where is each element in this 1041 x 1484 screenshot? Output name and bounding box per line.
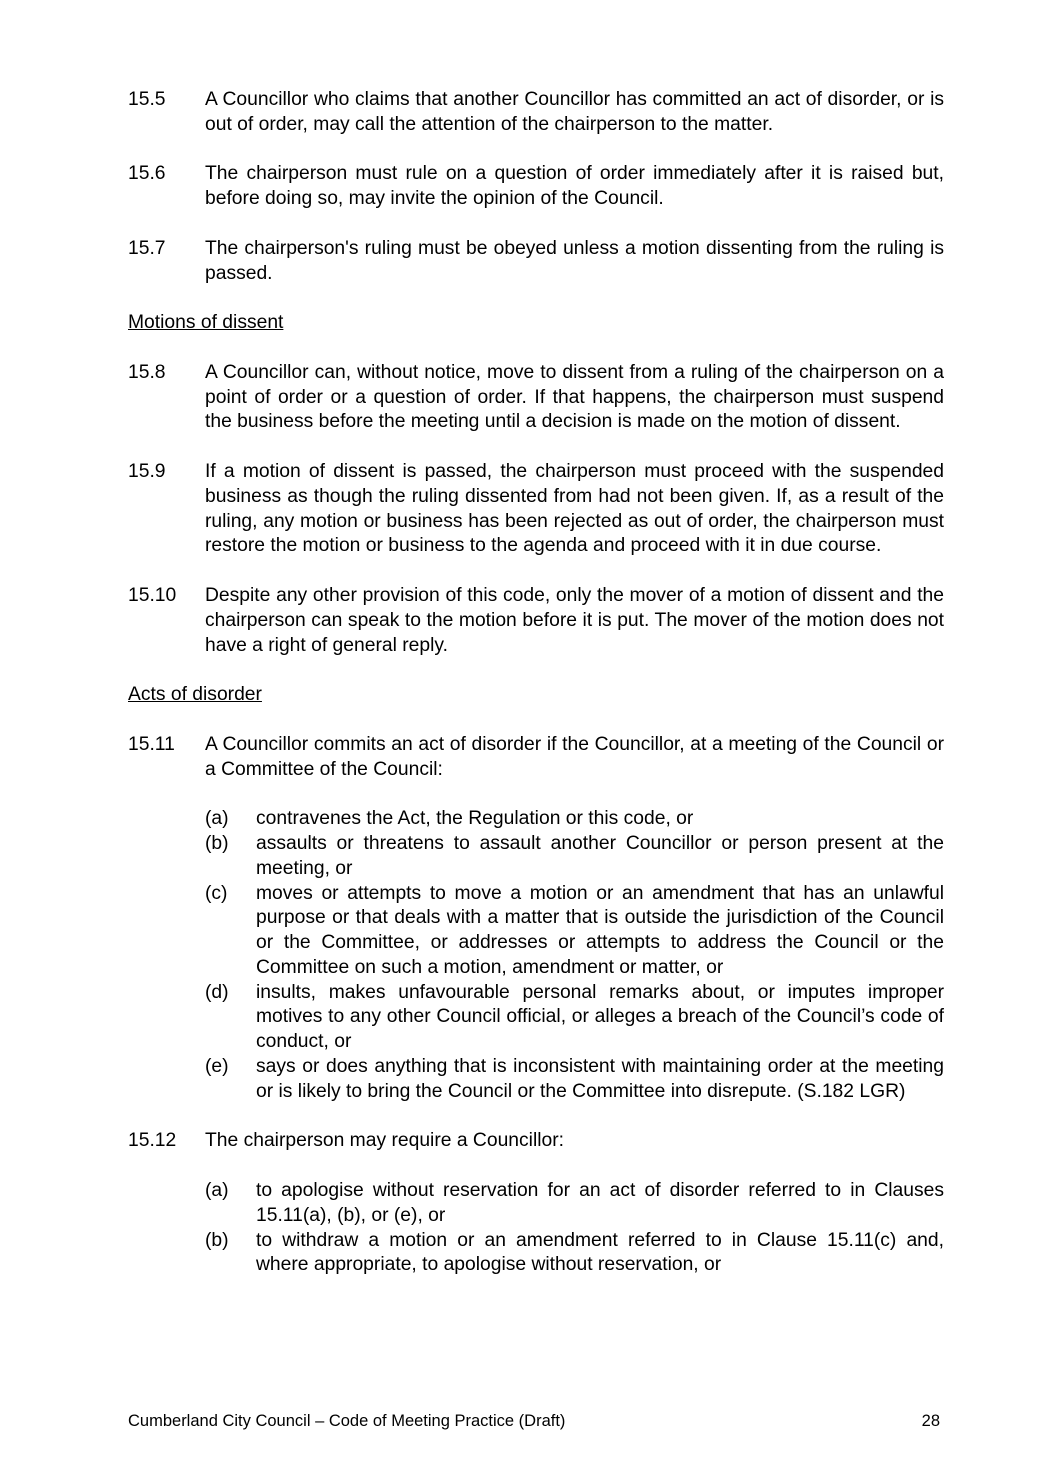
section-heading-acts-of-disorder: Acts of disorder xyxy=(128,684,262,706)
clause-15-5 xyxy=(128,88,944,138)
list-item xyxy=(205,882,944,981)
list-item xyxy=(205,807,944,832)
list-item-text: to withdraw a motion or an amendment referred to in Clause 15.11(c) and, where appropriate, to apologise without reservation, or xyxy=(256,1229,944,1276)
clause-15-7 xyxy=(128,237,944,287)
list-item-letter: (b) xyxy=(205,1229,229,1251)
document-page xyxy=(128,88,944,1303)
list-item xyxy=(205,1055,944,1105)
list-item-letter: (a) xyxy=(205,808,229,830)
list-item-text: contravenes the Act, the Regulation or this code, or xyxy=(256,808,694,830)
list-item-letter: (d) xyxy=(205,981,229,1003)
list-item xyxy=(205,832,944,882)
clause-number: 15.6 xyxy=(128,163,166,185)
clause-text: A Councillor who claims that another Councillor has committed an act of disorder, or is out of order, may call the attention of the chairperson to the matter. xyxy=(205,89,944,135)
clause-text: Despite any other provision of this code, only the mover of a motion of dissent and the chairperson can speak to the motion before it is put. The mover of the motion does not have a right of general reply. xyxy=(205,584,944,656)
clause-number: 15.11 xyxy=(128,733,175,755)
list-item xyxy=(205,1229,944,1279)
clause-15-6 xyxy=(128,162,944,212)
clause-number: 15.9 xyxy=(128,460,166,482)
clause-15-10 xyxy=(128,584,944,658)
section-heading-motions-of-dissent: Motions of dissent xyxy=(128,312,284,334)
page-number: 28 xyxy=(921,1412,940,1430)
clause-15-12 xyxy=(128,1129,944,1278)
list-item xyxy=(205,981,944,1055)
list-item-letter: (a) xyxy=(205,1180,229,1202)
clause-text: If a motion of dissent is passed, the chairperson must proceed with the suspended business as though the ruling dissented from had not been given. If, as a result of the ruling, any motion or business has been rejected as out of order, the chairperson must restore the motion or business to the agenda and proceed with it in due course. xyxy=(205,460,944,557)
clause-15-8 xyxy=(128,361,944,435)
page-footer xyxy=(128,1412,940,1431)
clause-intro-text: A Councillor commits an act of disorder if the Councillor, at a meeting of the Council or a Committee of the Council: xyxy=(205,733,944,780)
clause-number: 15.12 xyxy=(128,1130,177,1152)
list-item-letter: (e) xyxy=(205,1056,229,1078)
clause-text: The chairperson's ruling must be obeyed unless a motion dissenting from the ruling is passed. xyxy=(205,237,944,284)
sub-item-list xyxy=(205,807,944,1105)
clause-text: A Councillor can, without notice, move to dissent from a ruling of the chairperson on a point of order or a question of order. If that happens, the chairperson must suspend the business before the meeting until a decision is made on the motion of dissent. xyxy=(205,361,944,433)
clause-number: 15.10 xyxy=(128,584,177,606)
list-item-text: insults, makes unfavourable personal remarks about, or imputes improper motives to any other Council official, or alleges a breach of the Council’s code of conduct, or xyxy=(256,981,944,1053)
clause-intro-text: The chairperson may require a Councillor: xyxy=(205,1130,565,1152)
list-item-text: says or does anything that is inconsistent with maintaining order at the meeting or is likely to bring the Council or the Committee into disrepute. (S.182 LGR) xyxy=(256,1056,944,1102)
list-item-text: to apologise without reservation for an act of disorder referred to in Clauses 15.11(a), (b), or (e), or xyxy=(256,1180,944,1226)
sub-item-list xyxy=(205,1179,944,1278)
clause-number: 15.7 xyxy=(128,237,166,259)
clause-15-11 xyxy=(128,733,944,1105)
list-item-letter: (c) xyxy=(205,882,228,904)
list-item xyxy=(205,1179,944,1229)
clause-number: 15.8 xyxy=(128,361,166,383)
clause-15-9 xyxy=(128,460,944,559)
list-item-text: assaults or threatens to assault another Councillor or person present at the meeting, or xyxy=(256,832,944,879)
footer-title: Cumberland City Council – Code of Meeting Practice (Draft) xyxy=(128,1412,566,1430)
clause-number: 15.5 xyxy=(128,89,166,110)
list-item-letter: (b) xyxy=(205,832,229,854)
clause-text: The chairperson must rule on a question of order immediately after it is raised but, before doing so, may invite the opinion of the Council. xyxy=(205,163,944,210)
list-item-text: moves or attempts to move a motion or an amendment that has an unlawful purpose or that deals with a matter that is outside the jurisdiction of the Council or the Committee, or addresses or attempts to address the Council or the Committee on such a motion, amendment or matter, or xyxy=(256,882,944,978)
